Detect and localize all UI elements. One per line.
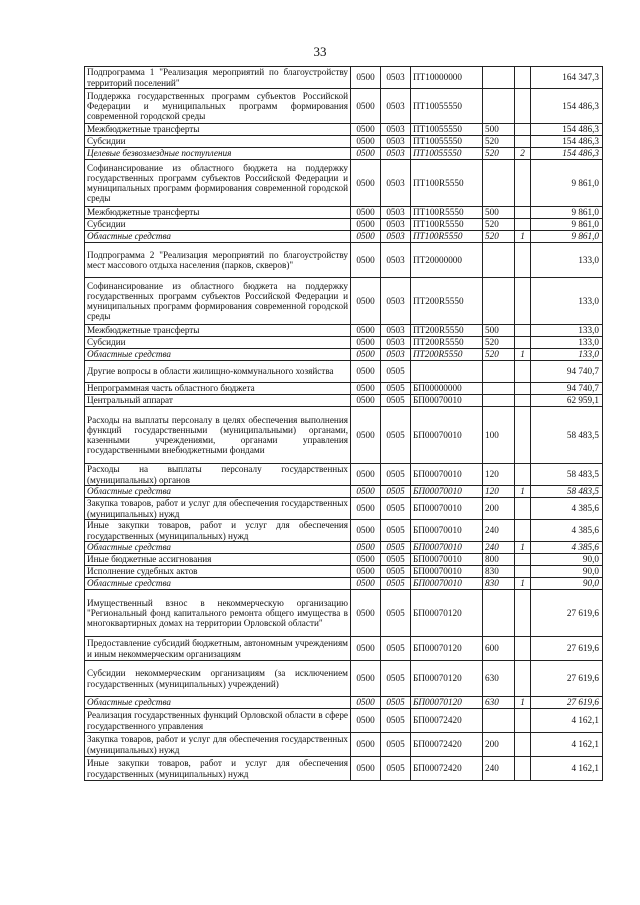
expense-type-cell [483, 709, 515, 733]
subsection-code-cell: 0505 [381, 383, 411, 395]
amount-cell: 4 385,6 [531, 498, 603, 520]
row-name-cell: Непрограммная часть областного бюджета [85, 383, 351, 395]
expense-type-cell [483, 243, 515, 278]
expense-type-cell: 830 [483, 578, 515, 590]
expense-type-cell [483, 395, 515, 407]
fund-source-cell [515, 757, 531, 781]
target-article-cell: ПТ200R5550 [411, 349, 483, 361]
expense-type-cell [483, 278, 515, 325]
section-code-cell: 0500 [351, 709, 381, 733]
target-article-cell: БП00072420 [411, 709, 483, 733]
table-row [85, 757, 603, 781]
amount-cell: 9 861,0 [531, 207, 603, 219]
row-name-cell: Субсидии некоммерческим организациям (за исключением государственных (муниципальных) учреждений) [85, 661, 351, 697]
table-row [85, 383, 603, 395]
section-code-cell: 0500 [351, 207, 381, 219]
table-row [85, 337, 603, 349]
row-name-cell: Исполнение судебных актов [85, 566, 351, 578]
target-article-cell: ПТ10055550 [411, 148, 483, 160]
section-code-cell: 0500 [351, 697, 381, 709]
expense-type-cell: 520 [483, 219, 515, 231]
table-row [85, 395, 603, 407]
fund-source-cell [515, 733, 531, 757]
row-name-cell: Областные средства [85, 349, 351, 361]
amount-cell: 4 162,1 [531, 733, 603, 757]
section-code-cell: 0500 [351, 520, 381, 542]
table-row [85, 325, 603, 337]
section-code-cell: 0500 [351, 361, 381, 383]
table-row [85, 464, 603, 486]
section-code-cell: 0500 [351, 542, 381, 554]
subsection-code-cell: 0505 [381, 498, 411, 520]
section-code-cell: 0500 [351, 383, 381, 395]
row-name-cell: Реализация государственных функций Орловской области в сфере государственного управления [85, 709, 351, 733]
fund-source-cell [515, 637, 531, 661]
row-name-cell: Субсидии [85, 136, 351, 148]
target-article-cell: БП00070010 [411, 498, 483, 520]
fund-source-cell [515, 709, 531, 733]
page-number: 33 [313, 44, 327, 59]
row-name-cell: Целевые безвозмездные поступления [85, 148, 351, 160]
row-name-cell: Подпрограмма 2 "Реализация мероприятий по благоустройству мест массового отдыха населения (парков, скверов)" [85, 243, 351, 278]
budget-table [84, 66, 603, 781]
subsection-code-cell: 0503 [381, 337, 411, 349]
amount-cell: 90,0 [531, 578, 603, 590]
row-name-cell: Софинансирование из областного бюджета на поддержку государственных программ субъектов Российской Федерации и муниципальных программ формирования современной городской среды [85, 160, 351, 207]
target-article-cell: ПТ200R5550 [411, 325, 483, 337]
target-article-cell: ПТ10055550 [411, 136, 483, 148]
subsection-code-cell: 0505 [381, 637, 411, 661]
subsection-code-cell: 0503 [381, 67, 411, 89]
subsection-code-cell: 0505 [381, 407, 411, 464]
table-row [85, 243, 603, 278]
target-article-cell: БП00070010 [411, 486, 483, 498]
target-article-cell: БП00070010 [411, 464, 483, 486]
fund-source-cell [515, 661, 531, 697]
row-name-cell: Иные бюджетные ассигнования [85, 554, 351, 566]
fund-source-cell: 1 [515, 542, 531, 554]
target-article-cell: ПТ200R5550 [411, 337, 483, 349]
subsection-code-cell: 0505 [381, 566, 411, 578]
section-code-cell: 0500 [351, 231, 381, 243]
expense-type-cell: 240 [483, 520, 515, 542]
expense-type-cell: 200 [483, 498, 515, 520]
row-name-cell: Областные средства [85, 697, 351, 709]
fund-source-cell [515, 407, 531, 464]
table-row [85, 407, 603, 464]
amount-cell: 154 486,3 [531, 89, 603, 124]
subsection-code-cell: 0503 [381, 124, 411, 136]
expense-type-cell: 500 [483, 124, 515, 136]
row-name-cell: Областные средства [85, 231, 351, 243]
expense-type-cell: 630 [483, 697, 515, 709]
subsection-code-cell: 0505 [381, 542, 411, 554]
table-row [85, 349, 603, 361]
table-row [85, 578, 603, 590]
subsection-code-cell: 0505 [381, 757, 411, 781]
fund-source-cell: 1 [515, 578, 531, 590]
section-code-cell: 0500 [351, 67, 381, 89]
expense-type-cell: 240 [483, 542, 515, 554]
section-code-cell: 0500 [351, 337, 381, 349]
amount-cell: 58 483,5 [531, 407, 603, 464]
fund-source-cell [515, 136, 531, 148]
table-row [85, 160, 603, 207]
target-article-cell: БП00070010 [411, 520, 483, 542]
subsection-code-cell: 0505 [381, 590, 411, 637]
expense-type-cell [483, 383, 515, 395]
subsection-code-cell: 0503 [381, 148, 411, 160]
expense-type-cell: 520 [483, 136, 515, 148]
amount-cell: 133,0 [531, 243, 603, 278]
subsection-code-cell: 0505 [381, 464, 411, 486]
section-code-cell: 0500 [351, 733, 381, 757]
table-row [85, 361, 603, 383]
target-article-cell: БП00070010 [411, 407, 483, 464]
subsection-code-cell: 0505 [381, 733, 411, 757]
section-code-cell: 0500 [351, 243, 381, 278]
table-row [85, 590, 603, 637]
fund-source-cell [515, 383, 531, 395]
target-article-cell: БП00070120 [411, 590, 483, 637]
fund-source-cell: 2 [515, 148, 531, 160]
fund-source-cell [515, 219, 531, 231]
section-code-cell: 0500 [351, 498, 381, 520]
amount-cell: 58 483,5 [531, 464, 603, 486]
subsection-code-cell: 0503 [381, 160, 411, 207]
table-row [85, 231, 603, 243]
amount-cell: 154 486,3 [531, 136, 603, 148]
fund-source-cell [515, 498, 531, 520]
expense-type-cell: 600 [483, 637, 515, 661]
table-row [85, 709, 603, 733]
row-name-cell: Имущественный взнос в некоммерческую организацию "Региональный фонд капитального ремонта общего имущества в многоквартирных домах на территории Орловской области" [85, 590, 351, 637]
amount-cell: 9 861,0 [531, 160, 603, 207]
subsection-code-cell: 0503 [381, 349, 411, 361]
section-code-cell: 0500 [351, 486, 381, 498]
target-article-cell: БП00070120 [411, 661, 483, 697]
subsection-code-cell: 0505 [381, 661, 411, 697]
amount-cell: 4 385,6 [531, 542, 603, 554]
target-article-cell [411, 361, 483, 383]
section-code-cell: 0500 [351, 349, 381, 361]
subsection-code-cell: 0505 [381, 697, 411, 709]
target-article-cell: БП00070010 [411, 542, 483, 554]
subsection-code-cell: 0505 [381, 395, 411, 407]
expense-type-cell: 520 [483, 148, 515, 160]
amount-cell: 133,0 [531, 349, 603, 361]
expense-type-cell: 200 [483, 733, 515, 757]
target-article-cell: ПТ10055550 [411, 124, 483, 136]
fund-source-cell: 1 [515, 697, 531, 709]
target-article-cell: БП00070010 [411, 566, 483, 578]
table-row [85, 219, 603, 231]
row-name-cell: Межбюджетные трансферты [85, 124, 351, 136]
fund-source-cell [515, 464, 531, 486]
expense-type-cell [483, 67, 515, 89]
fund-source-cell [515, 160, 531, 207]
expense-type-cell: 500 [483, 325, 515, 337]
fund-source-cell [515, 590, 531, 637]
section-code-cell: 0500 [351, 578, 381, 590]
subsection-code-cell: 0503 [381, 231, 411, 243]
target-article-cell: ПТ200R5550 [411, 278, 483, 325]
table-row [85, 554, 603, 566]
table-row [85, 89, 603, 124]
table-row [85, 520, 603, 542]
expense-type-cell: 800 [483, 554, 515, 566]
table-row [85, 148, 603, 160]
fund-source-cell [515, 520, 531, 542]
fund-source-cell [515, 124, 531, 136]
subsection-code-cell: 0505 [381, 709, 411, 733]
table-row [85, 136, 603, 148]
target-article-cell: ПТ100R5550 [411, 231, 483, 243]
subsection-code-cell: 0505 [381, 520, 411, 542]
fund-source-cell [515, 67, 531, 89]
fund-source-cell [515, 89, 531, 124]
table-row [85, 207, 603, 219]
subsection-code-cell: 0503 [381, 278, 411, 325]
fund-source-cell: 1 [515, 349, 531, 361]
target-article-cell: БП00070120 [411, 697, 483, 709]
target-article-cell: БП00070010 [411, 554, 483, 566]
amount-cell: 27 619,6 [531, 661, 603, 697]
fund-source-cell [515, 554, 531, 566]
amount-cell: 90,0 [531, 554, 603, 566]
target-article-cell: БП00070010 [411, 395, 483, 407]
row-name-cell: Центральный аппарат [85, 395, 351, 407]
amount-cell: 9 861,0 [531, 231, 603, 243]
section-code-cell: 0500 [351, 757, 381, 781]
amount-cell: 62 959,1 [531, 395, 603, 407]
subsection-code-cell: 0505 [381, 486, 411, 498]
amount-cell: 27 619,6 [531, 697, 603, 709]
section-code-cell: 0500 [351, 160, 381, 207]
amount-cell: 154 486,3 [531, 124, 603, 136]
fund-source-cell [515, 395, 531, 407]
amount-cell: 133,0 [531, 337, 603, 349]
row-name-cell: Субсидии [85, 337, 351, 349]
expense-type-cell: 120 [483, 486, 515, 498]
row-name-cell: Межбюджетные трансферты [85, 207, 351, 219]
expense-type-cell [483, 160, 515, 207]
expense-type-cell: 100 [483, 407, 515, 464]
subsection-code-cell: 0505 [381, 578, 411, 590]
expense-type-cell [483, 89, 515, 124]
subsection-code-cell: 0505 [381, 361, 411, 383]
amount-cell: 4 162,1 [531, 709, 603, 733]
table-row [85, 566, 603, 578]
section-code-cell: 0500 [351, 407, 381, 464]
expense-type-cell: 120 [483, 464, 515, 486]
row-name-cell: Подпрограмма 1 "Реализация мероприятий по благоустройству территорий поселений" [85, 67, 351, 89]
amount-cell: 94 740,7 [531, 361, 603, 383]
amount-cell: 90,0 [531, 566, 603, 578]
table-row [85, 733, 603, 757]
subsection-code-cell: 0503 [381, 136, 411, 148]
row-name-cell: Расходы на выплаты персоналу в целях обеспечения выполнения функций государственными (муниципальными) органами, казенными учреждениями, органами управления государственными внебюджетными фондами [85, 407, 351, 464]
expense-type-cell: 830 [483, 566, 515, 578]
section-code-cell: 0500 [351, 325, 381, 337]
subsection-code-cell: 0503 [381, 219, 411, 231]
table-row [85, 486, 603, 498]
row-name-cell: Областные средства [85, 578, 351, 590]
section-code-cell: 0500 [351, 278, 381, 325]
row-name-cell: Закупка товаров, работ и услуг для обеспечения государственных (муниципальных) нужд [85, 498, 351, 520]
expense-type-cell: 240 [483, 757, 515, 781]
expense-type-cell [483, 590, 515, 637]
row-name-cell: Иные закупки товаров, работ и услуг для обеспечения государственных (муниципальных) нужд [85, 520, 351, 542]
row-name-cell: Субсидии [85, 219, 351, 231]
amount-cell: 133,0 [531, 278, 603, 325]
target-article-cell: БП00070120 [411, 637, 483, 661]
target-article-cell: ПТ100R5550 [411, 160, 483, 207]
fund-source-cell [515, 361, 531, 383]
expense-type-cell [483, 361, 515, 383]
target-article-cell: ПТ20000000 [411, 243, 483, 278]
table-row [85, 124, 603, 136]
row-name-cell: Предоставление субсидий бюджетным, автономным учреждениям и иным некоммерческим организациям [85, 637, 351, 661]
fund-source-cell [515, 325, 531, 337]
target-article-cell: ПТ10055550 [411, 89, 483, 124]
target-article-cell: ПТ100R5550 [411, 207, 483, 219]
fund-source-cell [515, 243, 531, 278]
table-row [85, 498, 603, 520]
row-name-cell: Расходы на выплаты персоналу государственных (муниципальных) органов [85, 464, 351, 486]
target-article-cell: БП00072420 [411, 733, 483, 757]
table-row [85, 697, 603, 709]
amount-cell: 9 861,0 [531, 219, 603, 231]
section-code-cell: 0500 [351, 464, 381, 486]
amount-cell: 58 483,5 [531, 486, 603, 498]
section-code-cell: 0500 [351, 637, 381, 661]
row-name-cell: Иные закупки товаров, работ и услуг для обеспечения государственных (муниципальных) нужд [85, 757, 351, 781]
table-row [85, 278, 603, 325]
section-code-cell: 0500 [351, 395, 381, 407]
expense-type-cell: 520 [483, 337, 515, 349]
target-article-cell: БП00072420 [411, 757, 483, 781]
expense-type-cell: 630 [483, 661, 515, 697]
target-article-cell: БП00000000 [411, 383, 483, 395]
row-name-cell: Софинансирование из областного бюджета на поддержку государственных программ субъектов Российской Федерации и муниципальных программ формирования современной городской среды [85, 278, 351, 325]
fund-source-cell [515, 337, 531, 349]
section-code-cell: 0500 [351, 566, 381, 578]
target-article-cell: БП00070010 [411, 578, 483, 590]
section-code-cell: 0500 [351, 590, 381, 637]
section-code-cell: 0500 [351, 661, 381, 697]
row-name-cell: Областные средства [85, 542, 351, 554]
amount-cell: 4 385,6 [531, 520, 603, 542]
row-name-cell: Закупка товаров, работ и услуг для обеспечения государственных (муниципальных) нужд [85, 733, 351, 757]
table-row [85, 542, 603, 554]
subsection-code-cell: 0505 [381, 554, 411, 566]
amount-cell: 164 347,3 [531, 67, 603, 89]
table-row [85, 637, 603, 661]
row-name-cell: Другие вопросы в области жилищно-коммунального хозяйства [85, 361, 351, 383]
subsection-code-cell: 0503 [381, 207, 411, 219]
fund-source-cell [515, 278, 531, 325]
table-body [85, 67, 603, 781]
fund-source-cell [515, 207, 531, 219]
expense-type-cell: 520 [483, 349, 515, 361]
section-code-cell: 0500 [351, 89, 381, 124]
amount-cell: 4 162,1 [531, 757, 603, 781]
amount-cell: 27 619,6 [531, 637, 603, 661]
fund-source-cell [515, 566, 531, 578]
row-name-cell: Межбюджетные трансферты [85, 325, 351, 337]
table-row [85, 661, 603, 697]
expense-type-cell: 520 [483, 231, 515, 243]
subsection-code-cell: 0503 [381, 89, 411, 124]
amount-cell: 27 619,6 [531, 590, 603, 637]
section-code-cell: 0500 [351, 554, 381, 566]
amount-cell: 94 740,7 [531, 383, 603, 395]
fund-source-cell: 1 [515, 231, 531, 243]
row-name-cell: Областные средства [85, 486, 351, 498]
section-code-cell: 0500 [351, 219, 381, 231]
section-code-cell: 0500 [351, 148, 381, 160]
subsection-code-cell: 0503 [381, 243, 411, 278]
target-article-cell: ПТ100R5550 [411, 219, 483, 231]
row-name-cell: Поддержка государственных программ субъектов Российской Федерации и муниципальных программ формирования современной городской среды [85, 89, 351, 124]
table-row [85, 67, 603, 89]
amount-cell: 133,0 [531, 325, 603, 337]
section-code-cell: 0500 [351, 136, 381, 148]
amount-cell: 154 486,3 [531, 148, 603, 160]
fund-source-cell: 1 [515, 486, 531, 498]
target-article-cell: ПТ10000000 [411, 67, 483, 89]
expense-type-cell: 500 [483, 207, 515, 219]
section-code-cell: 0500 [351, 124, 381, 136]
subsection-code-cell: 0503 [381, 325, 411, 337]
